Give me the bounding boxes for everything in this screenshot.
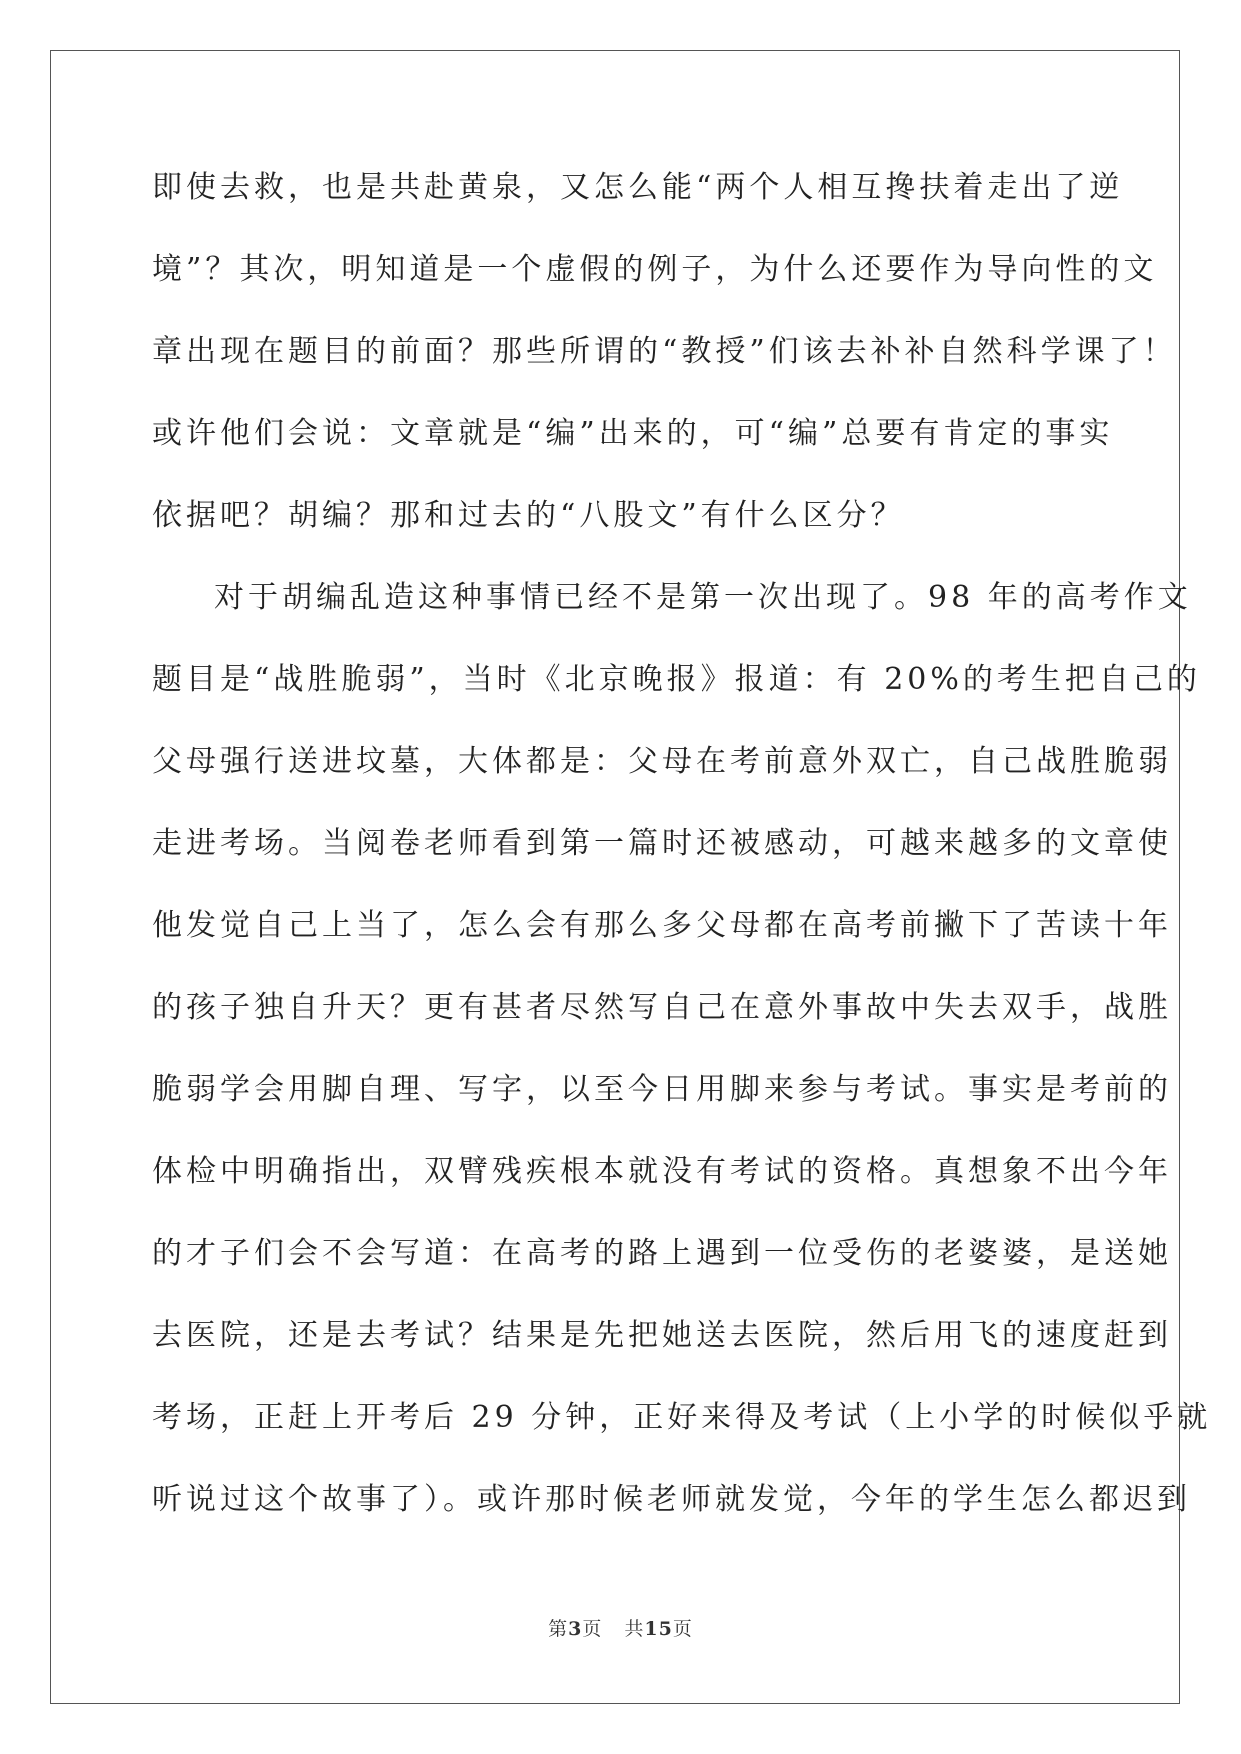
page-prefix: 第 (548, 1618, 569, 1640)
paragraph-2-line-12: 听说过这个故事了）。或许那时候老师就发觉，今年的学生怎么都迟到 (152, 1482, 1191, 1517)
paragraph-2-line-10: 去医院，还是去考试？结果是先把她送去医院，然后用飞的速度赶到 (152, 1318, 1172, 1353)
paragraph-2-line-6: 的孩子独自升天？更有甚者尽然写自己在意外事故中失去双手，战胜 (152, 990, 1172, 1025)
page-suffix: 页 (582, 1618, 603, 1640)
paragraph-1-line-3: 章出现在题目的前面？那些所谓的“教授”们该去补补自然科学课了！ (152, 334, 1177, 369)
total-prefix: 共 (624, 1618, 645, 1640)
paragraph-2-line-1: 对于胡编乱造这种事情已经不是第一次出现了。98 年的高考作文 (214, 580, 1192, 615)
paragraph-2-line-11: 考场，正赶上开考后 29 分钟，正好来得及考试（上小学的时候似乎就 (152, 1400, 1212, 1435)
paragraph-2-line-8: 体检中明确指出，双臂残疾根本就没有考试的资格。真想象不出今年 (152, 1154, 1172, 1189)
paragraph-2-line-7: 脆弱学会用脚自理、写字，以至今日用脚来参与考试。事实是考前的 (152, 1072, 1172, 1107)
paragraph-1-line-4: 或许他们会说：文章就是“编”出来的，可“编”总要有肯定的事实 (152, 416, 1114, 451)
document-body (152, 158, 1212, 1552)
paragraph-1-line-5: 依据吧？胡编？那和过去的“八股文”有什么区分？ (152, 498, 905, 533)
paragraph-1-line-1: 即使去救，也是共赴黄泉，又怎么能“两个人相互搀扶着走出了逆 (152, 170, 1124, 205)
page-footer (0, 1614, 1241, 1641)
paragraph-1-line-2: 境”？其次，明知道是一个虚假的例子，为什么还要作为导向性的文 (152, 252, 1158, 287)
page-number: 3 (568, 1618, 583, 1640)
paragraph-2-line-2: 题目是“战胜脆弱”，当时《北京晚报》报道：有 20%的考生把自己的 (152, 662, 1201, 697)
paragraph-2-line-4: 走进考场。当阅卷老师看到第一篇时还被感动，可越来越多的文章使 (152, 826, 1172, 861)
total-suffix: 页 (672, 1618, 693, 1640)
total-pages: 15 (644, 1618, 673, 1640)
paragraph-2-line-9: 的才子们会不会写道：在高考的路上遇到一位受伤的老婆婆，是送她 (152, 1236, 1172, 1271)
paragraph-2-line-5: 他发觉自己上当了，怎么会有那么多父母都在高考前撇下了苦读十年 (152, 908, 1172, 943)
paragraph-2-line-3: 父母强行送进坟墓，大体都是：父母在考前意外双亡，自己战胜脆弱 (152, 744, 1172, 779)
